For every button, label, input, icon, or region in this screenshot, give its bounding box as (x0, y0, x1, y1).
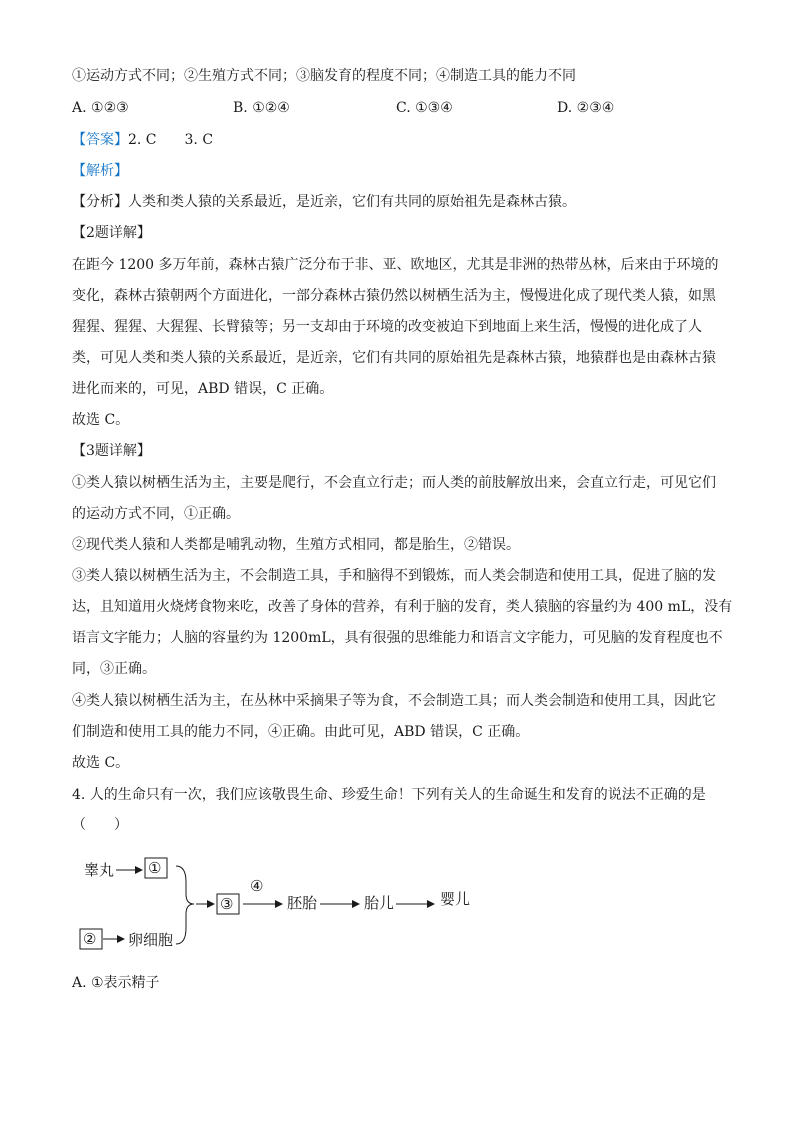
q3-detail-line: ②现代类人猿和人类都是哺乳动物，生殖方式相同，都是胎生，②错误。 (72, 537, 520, 553)
q3-option-c[interactable] (396, 98, 453, 118)
box-1-label: ① (148, 859, 162, 877)
q4-stem: 4. 人的生命只有一次，我们应该敬畏生命、珍爱生命！下列有关人的生命诞生和发育的说法不正确的是 (72, 787, 706, 803)
q2-detail-line: 类，可见人类和类人猿的关系最近，是近亲，它们有共同的原始祖先是森林古猿，地猿群也是由森林古猿 (72, 350, 716, 366)
analysis-heading: 【解析】 (72, 163, 128, 179)
q3-detail-line: 语言文字能力；人脑的容量约为 1200mL，具有很强的思维能力和语言文字能力，可见脑的发育程度也不 (72, 630, 723, 646)
q3-detail-line: 达，且知道用火烧烤食物来吃，改善了身体的营养，有利于脑的发育，类人猿脑的容量约为 400 mL，没有 (72, 599, 733, 615)
fenxi-text: 人类和类人猿的关系最近，是近亲，它们有共同的原始祖先是森林古猿。 (128, 194, 576, 210)
option-letter: B. (233, 100, 248, 116)
q4-stem-blank: （ ） (72, 817, 128, 833)
option-text: ①②④ (252, 100, 290, 116)
q2-detail-line: 在距今 1200 多万年前，森林古猿广泛分布于非、亚、欧地区，尤其是非洲的热带丛林，后来由于环境的 (72, 257, 719, 273)
option-text: ①③④ (415, 100, 453, 116)
q3-detail-line: ③类人猿以树栖生活为主，不会制造工具，手和脑得不到锻炼，而人类会制造和使用工具，促进了脑的发 (72, 568, 716, 584)
q3-detail-line: ④类人猿以树栖生活为主，在丛林中采摘果子等为食，不会制造工具；而人类会制造和使用工具，因此它 (72, 693, 716, 709)
brace (176, 866, 194, 944)
label-testis: 睾丸 (84, 861, 115, 879)
label-step-4: ④ (250, 877, 264, 895)
option-letter: C. (396, 100, 411, 116)
answer-tag: 【答案】 (72, 132, 128, 148)
option-text: ②③④ (576, 100, 615, 116)
option-letter: A. (72, 100, 87, 116)
label-egg: 卵细胞 (128, 931, 174, 949)
fenxi-line (72, 192, 576, 212)
q3-option-b[interactable] (233, 98, 290, 118)
q2-detail-line: 猩猩、猩猩、大猩猩、长臂猿等；另一支却由于环境的改变被迫下到地面上来生活，慢慢的进化成了人 (72, 319, 702, 335)
q3-detail-line: 的运动方式不同，①正确。 (72, 506, 240, 522)
q3-statements: ①运动方式不同；②生殖方式不同；③脑发育的程度不同；④制造工具的能力不同 (72, 68, 576, 84)
q2-detail-line: 变化，森林古猿朝两个方面进化，一部分森林古猿仍然以树栖生活为主，慢慢进化成了现代类人猿，如黑 (72, 288, 716, 304)
q3-detail-line: 们制造和使用工具的能力不同，④正确。由此可见，ABD 错误，C 正确。 (72, 724, 530, 740)
q3-detail-line: 同，③正确。 (72, 661, 156, 677)
q3-detail-heading: 【3题详解】 (72, 443, 151, 459)
fertilization-diagram (72, 848, 492, 958)
q2-detail-line: 故选 C。 (72, 412, 130, 428)
label-baby: 婴儿 (440, 890, 471, 908)
q2-detail-line: 进化而来的，可见，ABD 错误，C 正确。 (72, 381, 334, 397)
q3-option-a[interactable] (72, 98, 129, 118)
q2-detail-heading: 【2题详解】 (72, 225, 151, 241)
answer-line (72, 130, 213, 150)
q3-option-d[interactable] (557, 98, 614, 118)
option-text: ①②③ (91, 100, 129, 116)
option-letter: D. (557, 100, 573, 116)
box-3-label: ③ (220, 895, 234, 913)
q3-detail-line: ①类人猿以树栖生活为主，主要是爬行，不会直立行走；而人类的前肢解放出来，会直立行走，可见它们 (72, 475, 716, 491)
q3-detail-line: 故选 C。 (72, 755, 130, 771)
label-fetus: 胎儿 (364, 894, 395, 912)
label-embryo: 胚胎 (287, 894, 318, 912)
q4-option-a[interactable]: A. ①表示精子 (72, 975, 160, 991)
answer-text: 2. C 3. C (128, 132, 214, 148)
fenxi-tag: 【分析】 (72, 194, 128, 210)
box-2-label: ② (83, 930, 97, 948)
